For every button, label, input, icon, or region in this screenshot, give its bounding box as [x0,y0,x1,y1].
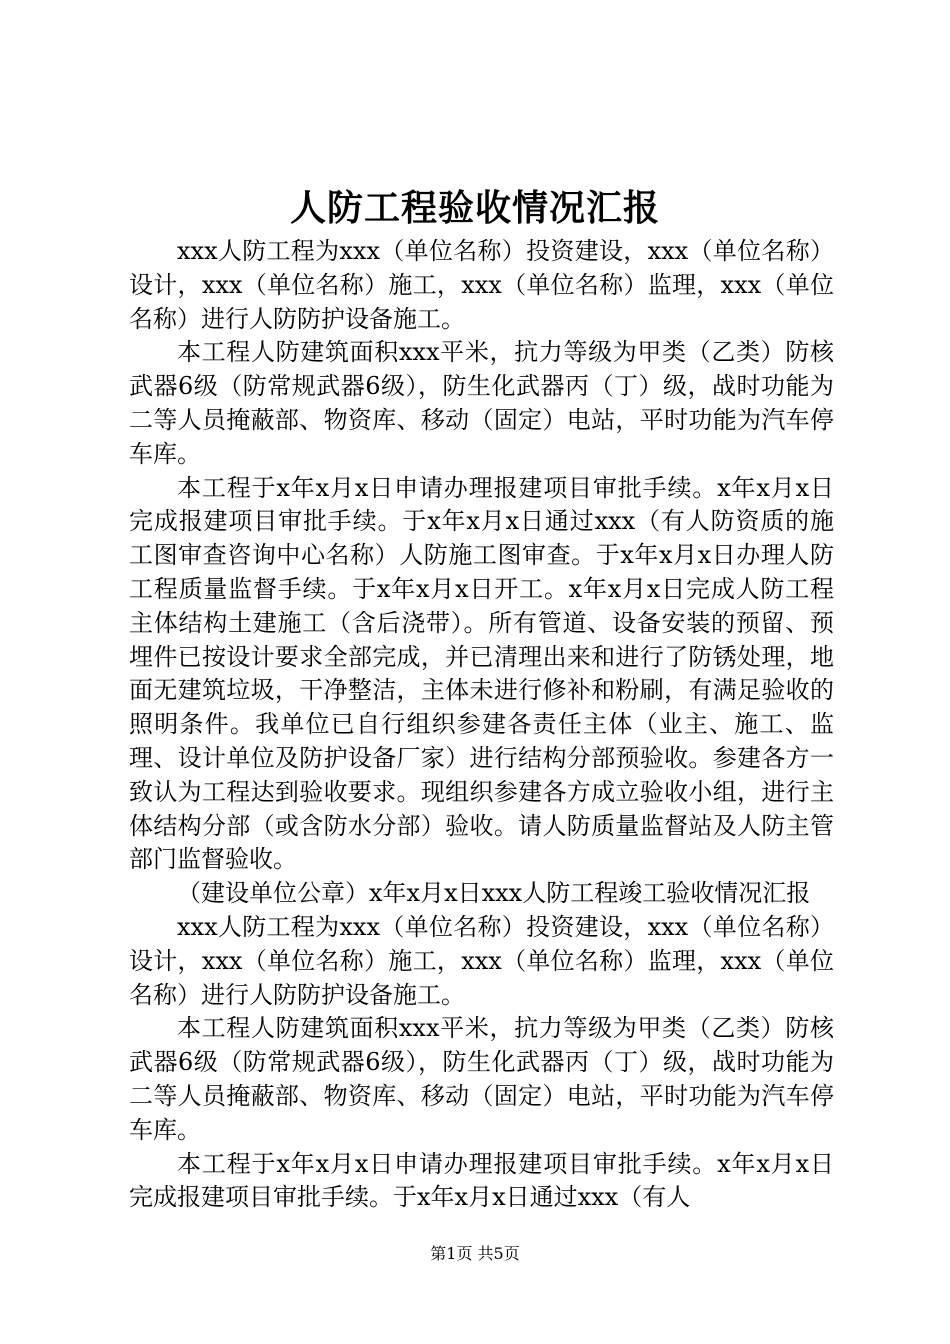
document-title: 人防工程验收情况汇报 [289,187,660,229]
paragraph: xxx人防工程为xxx（单位名称）投资建设，xxx（单位名称）设计，xxx（单位名称）施工，xxx（单位名称）监理，xxx（单位名称）进行人防防护设备施工。 [129,237,834,333]
paragraph: xxx人防工程为xxx（单位名称）投资建设，xxx（单位名称）设计，xxx（单位名称）施工，xxx（单位名称）监理，xxx（单位名称）进行人防防护设备施工。 [129,912,834,1009]
paragraph: 本工程于x年x月x日申请办理报建项目审批手续。x年x月x日完成报建项目审批手续。于x年x月x日通过xxx（有人防资质的施工图审查咨询中心名称）人防施工图审查。于x年x月x日办理人防工程质量监督手续。于x年x月x日开工。x年x月x日完成人防工程主体结构土建施工（含后浇带）。所有管道、设备安装的预留、预埋件已按设计要求全部完成，并已清理出来和进行了防锈处理，地面无建筑垃圾，干净整洁，主体未进行修补和粉刷，有满足验收的照明条件。我单位已自行组织参建各责任主体（业主、施工、监理、设计单位及防护设备厂家）进行结构分部预验收。参建各方一致认为工程达到验收要求。现组织参建各方成立验收小组，进行主体结构分部（或含防水分部）验收。请人防质量监督站及人防主管部门监督验收。 [129,473,834,874]
paragraph: 本工程人防建筑面积xxx平米，抗力等级为甲类（乙类）防核武器6级（防常规武器6级），防生化武器丙（丁）级，战时功能为二等人员掩蔽部、物资库、移动（固定）电站，平时功能为汽车停车库。 [129,1014,834,1144]
paragraph: 本工程于x年x月x日申请办理报建项目审批手续。x年x月x日完成报建项目审批手续。于x年x月x日通过xxx（有人 [129,1149,834,1212]
page-number-footer: 第1页 共5页 [430,1244,520,1263]
paragraph: （建设单位公章）x年x月x日xxx人防工程竣工验收情况汇报 [177,879,811,908]
paragraph: 本工程人防建筑面积xxx平米，抗力等级为甲类（乙类）防核武器6级（防常规武器6级），防生化武器丙（丁）级，战时功能为二等人员掩蔽部、物资库、移动（固定）电站，平时功能为汽车停车库。 [129,338,834,468]
document-body [129,235,834,1215]
